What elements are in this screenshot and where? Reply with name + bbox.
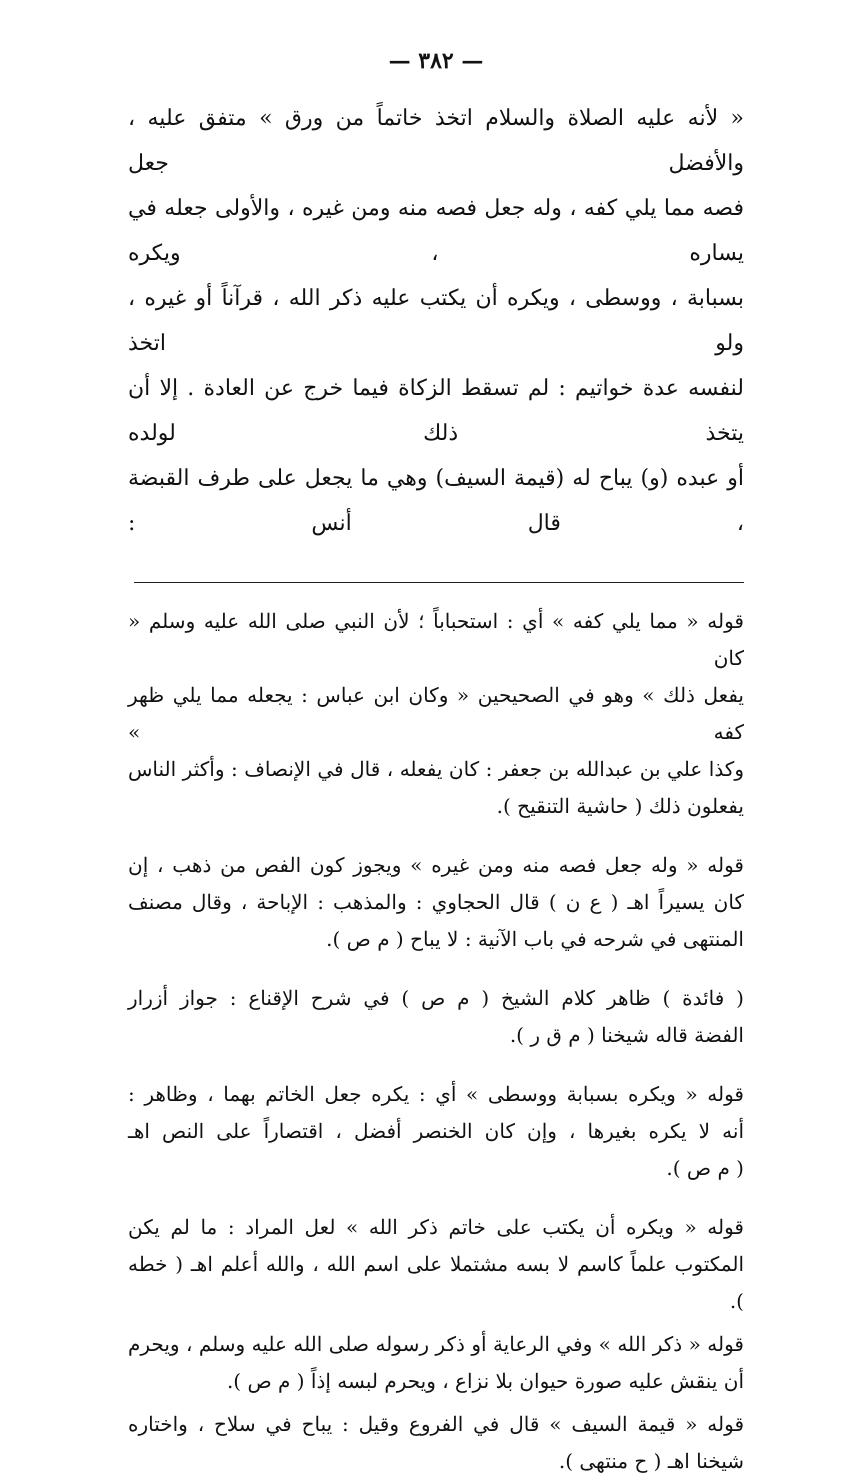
main-text [128,96,744,546]
main-text-line: فصه مما يلي كفه ، وله جعل فصه منه ومن غيره ، والأولى جعله في يساره ، ويكره [128,196,744,266]
main-text-line: « لأنه عليه الصلاة والسلام اتخذ خاتماً من ورق » متفق عليه ، والأفضل جعل [128,106,744,176]
commentary-line: يفعلون ذلك ( حاشية التنقيح ). [496,794,744,818]
commentary-line: شيخنا اهـ ( ح منتهى ). [558,1449,744,1473]
commentary-note-1 [128,603,744,825]
commentary-note-3 [128,980,744,1054]
commentary-line: المكتوب علماً كاسم لا بسه مشتملا على اسم الله ، والله أعلم اهـ ( خطه ). [128,1252,744,1313]
commentary-line: قوله « قيمة السيف » قال في الفروع وقيل : يباح في سلاح ، واختاره [128,1412,744,1436]
commentary-line: قوله « وله جعل فصه منه ومن غيره » ويجوز كون الفص من ذهب ، إن [128,853,744,877]
footnote-divider [134,582,744,583]
commentary-line: يفعل ذلك » وهو في الصحيحين « وكان ابن عباس : يجعله مما يلي ظهر كفه » [128,683,744,744]
main-text-line: لنفسه عدة خواتيم : لم تسقط الزكاة فيما خرج عن العادة . إلا أن يتخذ ذلك لولده [128,376,744,446]
commentary-note-2 [128,847,744,958]
commentary-line: الفضة قاله شيخنا ( م ق ر ). [509,1023,744,1047]
commentary [128,603,744,1480]
commentary-line: ( فائدة ) ظاهر كلام الشيخ ( م ص ) في شرح الإقناع : جواز أزرار [128,986,744,1010]
commentary-line: قوله « ويكره بسبابة ووسطى » أي : يكره جعل الخاتم بهما ، وظاهر : [128,1082,744,1106]
commentary-line: المنتهى في شرحه في باب الآنية : لا يباح ( م ص ). [326,927,744,951]
commentary-line: أن ينقش عليه صورة حيوان بلا نزاع ، ويحرم لبسه إذاً ( م ص ). [226,1369,744,1393]
commentary-line: قوله « ويكره أن يكتب على خاتم ذكر الله » لعل المراد : ما لم يكن [128,1215,744,1239]
commentary-line: كان يسيراً اهـ ( ع ن ) قال الحجاوي : والمذهب : الإباحة ، وقال مصنف [128,890,744,914]
commentary-note-6 [128,1326,744,1400]
commentary-line: قوله « ذكر الله » وفي الرعاية أو ذكر رسوله صلى الله عليه وسلم ، ويحرم [128,1332,744,1356]
main-text-line: أو عبده (و) يباح له (قيمة السيف) وهي ما يجعل على طرف القبضة ، قال أنس : [128,466,744,536]
commentary-note-5 [128,1209,744,1320]
commentary-line: وكذا علي بن عبدالله بن جعفر : كان يفعله ، قال في الإنصاف : وأكثر الناس [128,757,744,781]
commentary-line: أنه لا يكره بغيرها ، وإن كان الخنصر أفضل ، اقتصاراً على النص اهـ [128,1119,744,1143]
commentary-line: قوله « مما يلي كفه » أي : استحباباً ؛ لأن النبي صلى الله عليه وسلم « كان [128,609,744,670]
main-text-line: بسبابة ، ووسطى ، ويكره أن يكتب عليه ذكر الله ، قرآناً أو غيره ، ولو اتخذ [128,286,744,356]
commentary-note-7 [128,1406,744,1480]
commentary-note-4 [128,1076,744,1187]
commentary-line: ( م ص ). [666,1156,744,1180]
page-number: — ٣٨٢ — [388,48,484,74]
